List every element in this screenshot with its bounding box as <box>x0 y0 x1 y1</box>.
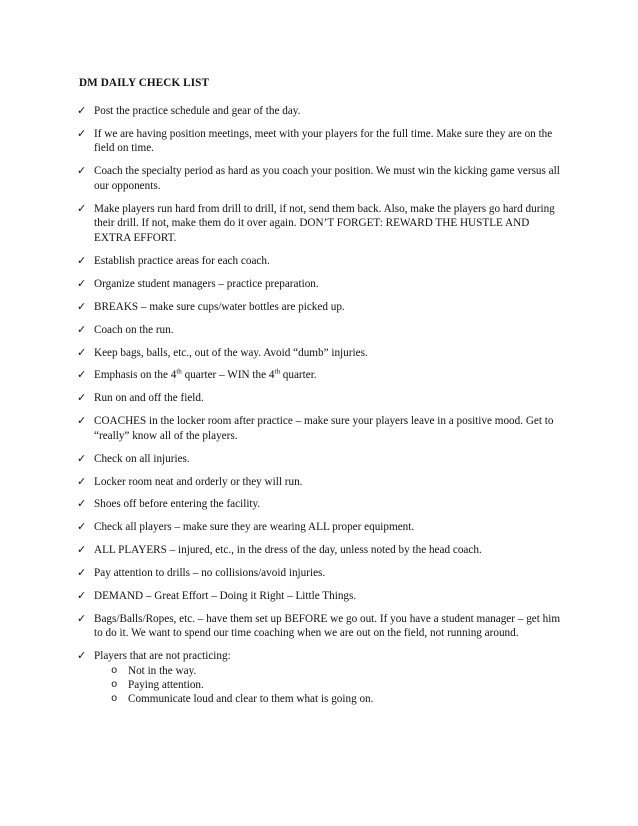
checklist-item <box>77 323 567 338</box>
checklist-item <box>77 520 567 535</box>
checklist-item <box>77 202 567 246</box>
checklist-item-text: Coach on the run. <box>94 323 174 336</box>
checkmark-icon: ✓ <box>77 368 87 382</box>
checkmark-icon: ✓ <box>77 322 87 336</box>
checklist-item-text: Run on and off the field. <box>94 392 204 405</box>
checklist-item-text: Make players run hard from drill to drill, if not, send them back. Also, make the players go hard during their drill. If not, make them do it over again. DON’T FORGET: REWARD THE HUSTLE AND EXTRA EFFORT. <box>94 202 555 245</box>
sub-list-item-text: Communicate loud and clear to them what is going on. <box>128 693 374 706</box>
checklist-item <box>77 589 567 604</box>
checklist-item <box>77 127 567 156</box>
circle-bullet-icon: o <box>111 664 118 677</box>
checkmark-icon: ✓ <box>77 164 87 178</box>
checklist-item <box>77 300 567 315</box>
ordinal-superscript: th <box>274 367 280 376</box>
checklist-item-text: Post the practice schedule and gear of the day. <box>94 105 301 117</box>
document-title: DM DAILY CHECK LIST <box>79 77 210 89</box>
checklist-item <box>77 452 567 467</box>
checklist-item-text: Bags/Balls/Ropes, etc. – have them set up BEFORE we go out. If you have a student manager – get him to do it. We want to spend our time coaching when we are out on the field, not running around. <box>94 612 561 640</box>
checkmark-icon: ✓ <box>77 649 87 663</box>
checkmark-icon: ✓ <box>77 104 87 117</box>
checklist-item <box>77 414 567 443</box>
checklist-item <box>77 497 567 512</box>
checkmark-icon: ✓ <box>77 299 87 313</box>
sub-list-item <box>111 678 567 692</box>
checklist-item-text: Keep bags, balls, etc., out of the way. Avoid “dumb” injuries. <box>94 346 368 359</box>
checklist-item <box>77 104 567 119</box>
checklist-item <box>77 475 567 490</box>
checkmark-icon: ✓ <box>77 276 87 290</box>
checklist-item <box>77 346 567 361</box>
checklist-item-text: ALL PLAYERS – injured, etc., in the dress of the day, unless noted by the head coach. <box>94 544 482 557</box>
checklist-item <box>77 254 567 269</box>
sub-list-item <box>111 664 567 678</box>
checkmark-icon: ✓ <box>77 126 87 140</box>
checkmark-icon: ✓ <box>77 414 87 428</box>
checklist-item-text: COACHES in the locker room after practice – make sure your players leave in a positive mood. Get to “really” know all of the players. <box>94 415 554 442</box>
checklist-item-text: Locker room neat and orderly or they will run. <box>94 475 303 488</box>
text-segment: Emphasis on the 4 <box>94 369 177 382</box>
ordinal-superscript: th <box>176 367 182 376</box>
checklist-item-text: Shoes off before entering the facility. <box>94 498 261 511</box>
checklist <box>77 104 567 715</box>
sub-list <box>94 664 567 707</box>
checklist-item-text: Check all players – make sure they are wearing ALL proper equipment. <box>94 521 415 534</box>
checklist-item-text: Check on all injuries. <box>94 452 190 465</box>
checklist-item-text: BREAKS – make sure cups/water bottles are picked up. <box>94 300 345 313</box>
checklist-item <box>77 164 567 193</box>
checkmark-icon: ✓ <box>77 611 87 625</box>
checkmark-icon: ✓ <box>77 201 87 215</box>
text-segment: quarter – WIN the 4 <box>181 369 275 382</box>
checklist-item-text <box>94 369 317 381</box>
checkmark-icon: ✓ <box>77 345 87 359</box>
sub-list-item-text: Not in the way. <box>128 664 197 677</box>
checklist-item-text: Pay attention to drills – no collisions/avoid injuries. <box>94 567 326 580</box>
checklist-item-text: If we are having position meetings, meet with your players for the full time. Make sure they are on the field on time. <box>94 127 553 155</box>
checklist-item-text: Players that are not practicing: <box>94 650 231 663</box>
checklist-item <box>77 543 567 558</box>
checklist-item-text: Organize student managers – practice preparation. <box>94 277 319 290</box>
checkmark-icon: ✓ <box>77 543 87 557</box>
checklist-item <box>77 612 567 641</box>
sub-list-item <box>111 692 567 706</box>
checkmark-icon: ✓ <box>77 451 87 465</box>
checklist-item <box>77 277 567 292</box>
sub-list-item-text: Paying attention. <box>128 679 204 692</box>
checkmark-icon: ✓ <box>77 497 87 511</box>
checkmark-icon: ✓ <box>77 566 87 580</box>
checkmark-icon: ✓ <box>77 474 87 488</box>
text-segment: quarter. <box>279 369 317 382</box>
checklist-item <box>77 649 567 706</box>
checkmark-icon: ✓ <box>77 589 87 602</box>
circle-bullet-icon: o <box>111 679 118 692</box>
circle-bullet-icon: o <box>111 693 118 706</box>
checklist-item <box>77 368 567 383</box>
checkmark-icon: ✓ <box>77 253 87 267</box>
checklist-item <box>77 391 567 406</box>
checklist-item-text: DEMAND – Great Effort – Doing it Right – Little Things. <box>94 590 357 602</box>
checklist-item-text: Establish practice areas for each coach. <box>94 254 270 267</box>
checkmark-icon: ✓ <box>77 520 87 534</box>
checklist-item-text: Coach the specialty period as hard as you coach your position. We must win the kicking game versus all our opponents. <box>94 165 560 192</box>
checkmark-icon: ✓ <box>77 391 87 405</box>
checklist-item <box>77 566 567 581</box>
